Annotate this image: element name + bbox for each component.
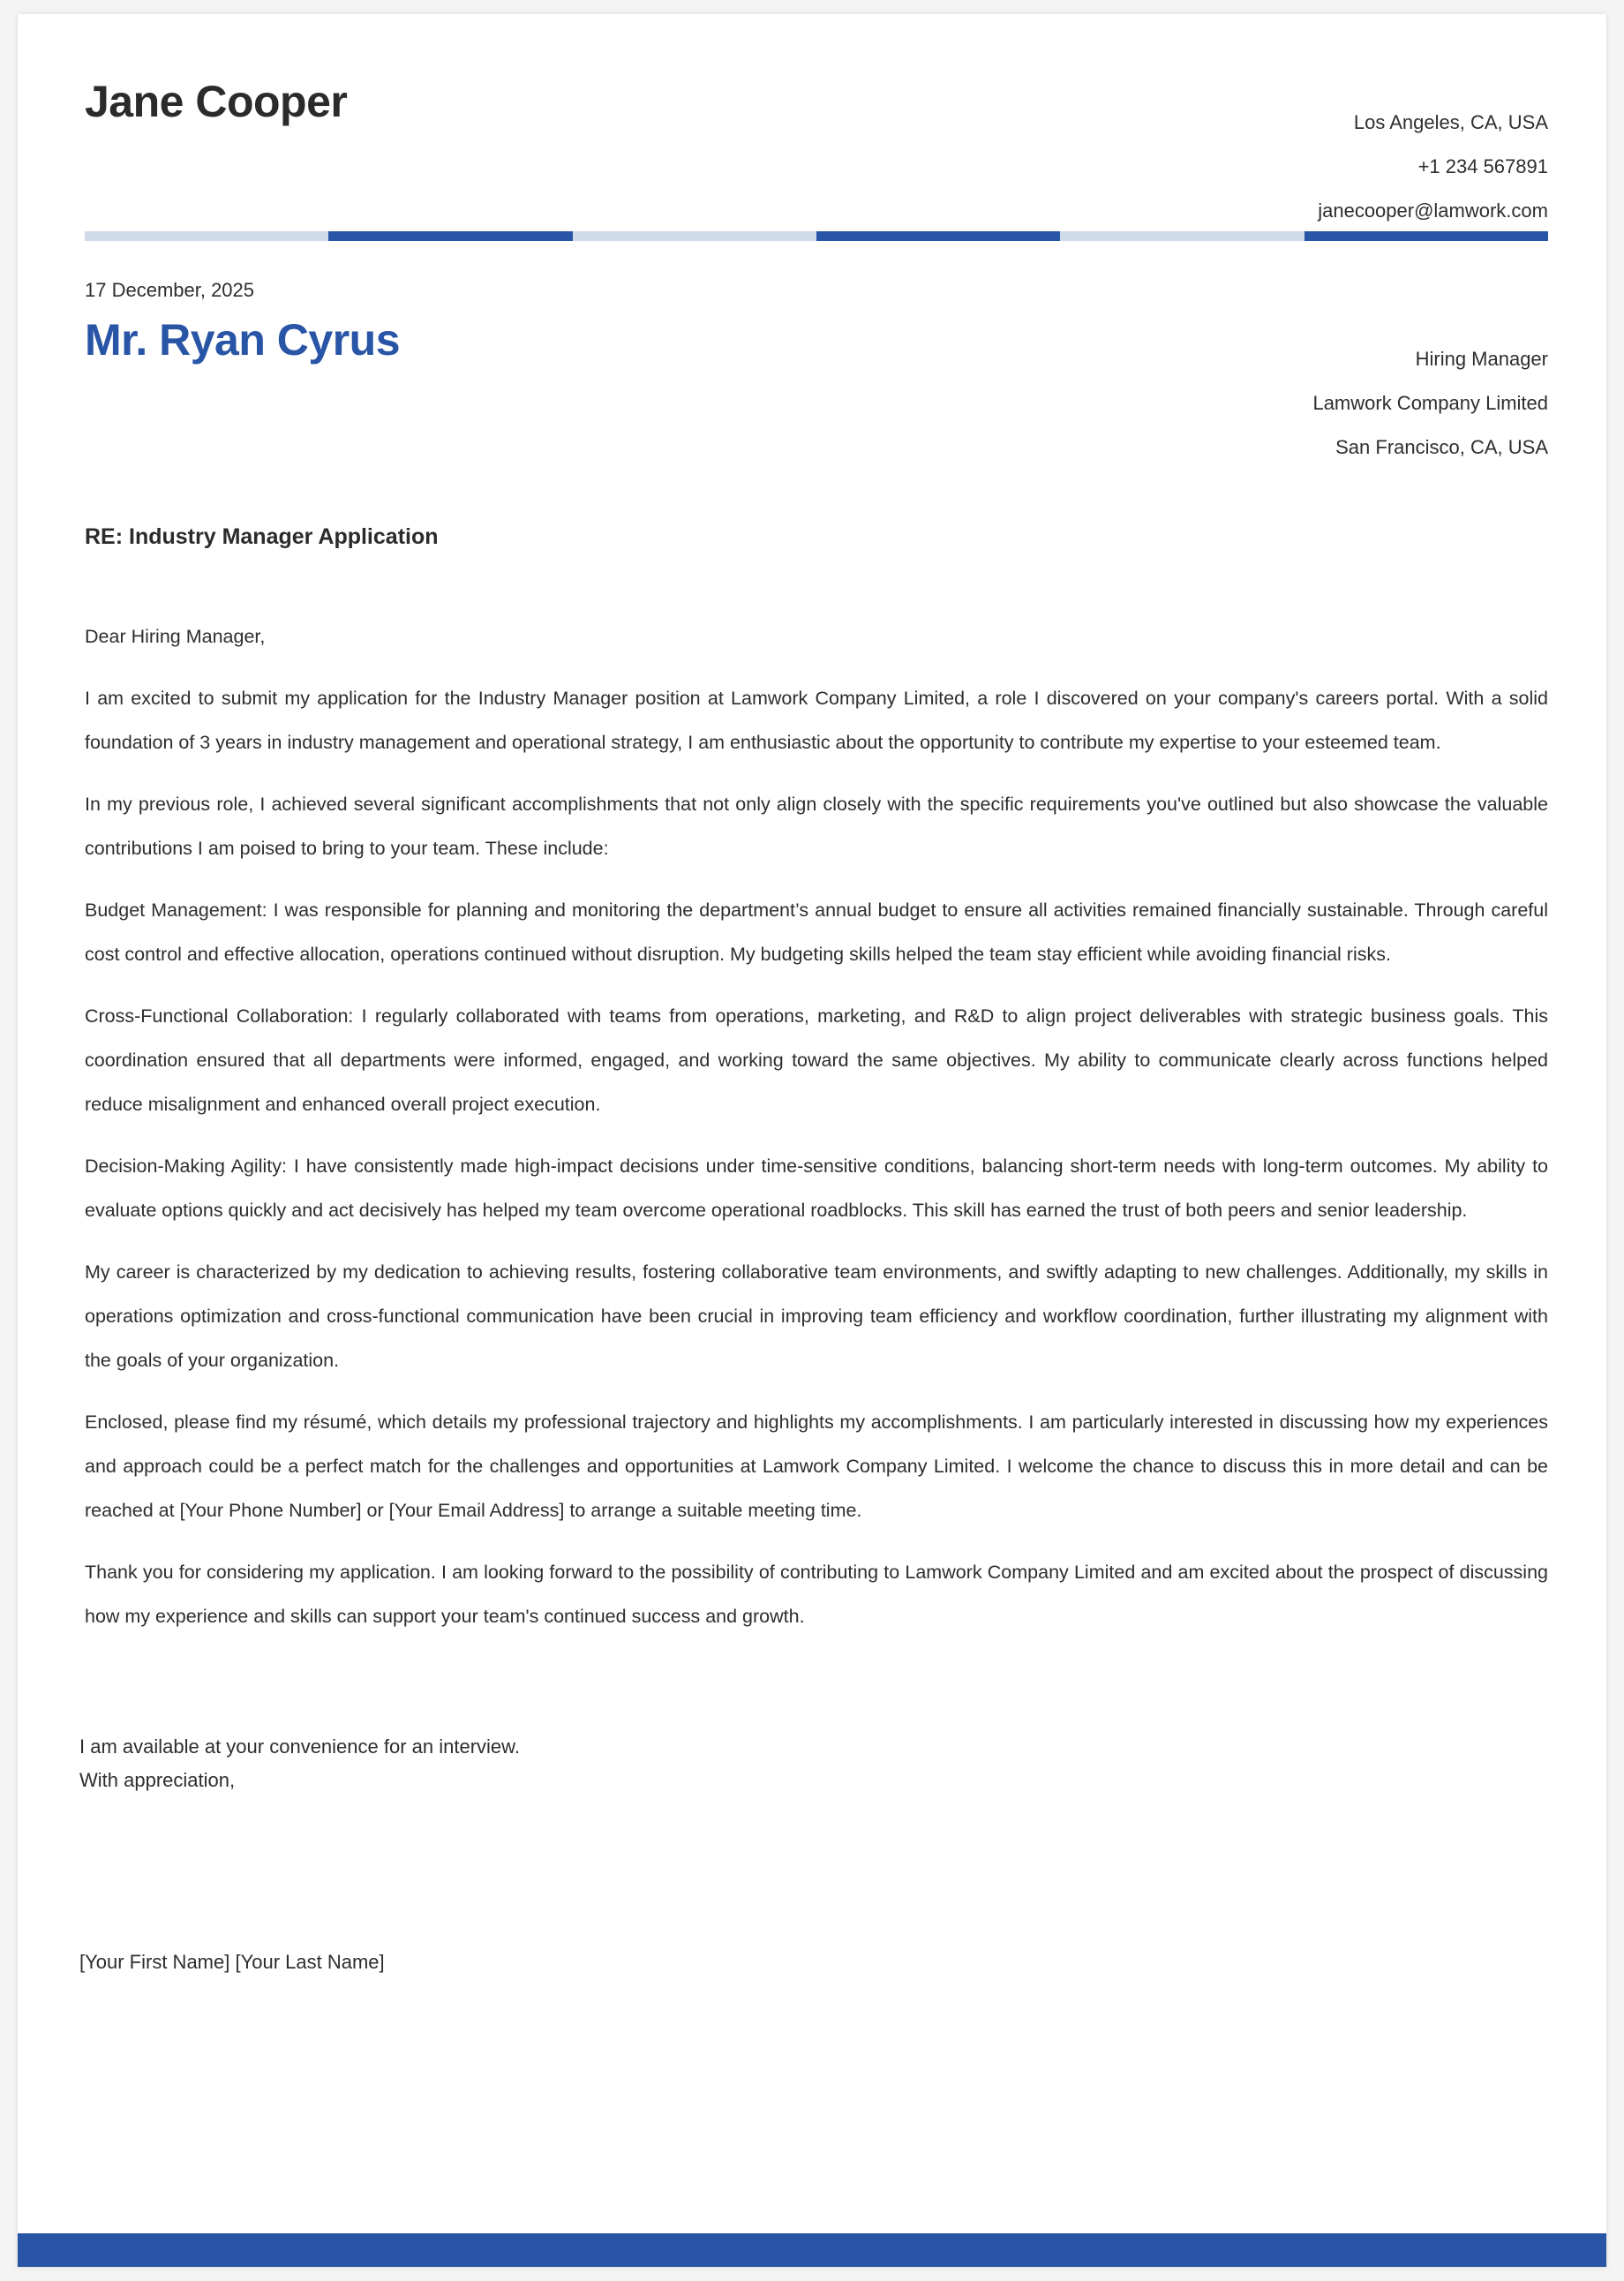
footer-bar: [18, 2233, 1606, 2267]
stripe-segment: [328, 231, 572, 241]
stripe-segment: [1304, 231, 1548, 241]
recipient-location: San Francisco, CA, USA: [1335, 436, 1548, 458]
letter-body: [85, 614, 1548, 1656]
availability-line: I am available at your convenience for an interview.: [79, 1735, 520, 1758]
body-paragraph: Budget Management: I was responsible for planning and monitoring the department’s annual budget to ensure all activities remained financially sustainable. Through careful cost control and effective allocation, operations continued without disruption. My budgeting skills helped the team stay efficient while avoiding financial risks.: [85, 900, 1548, 965]
body-paragraph: Cross-Functional Collaboration: I regularly collaborated with teams from operations, marketing, and R&D to align project deliverables with strategic business goals. This coordination ensured that all departments were informed, engaged, and working toward the same objectives. My ability to communicate clearly across functions helped reduce misalignment and enhanced overall project execution.: [85, 1005, 1548, 1115]
closing-block: [79, 1730, 520, 1797]
body-paragraph: My career is characterized by my dedication to achieving results, fostering collaborative team environments, and swiftly adapting to new challenges. Additionally, my skills in operations optimization and cross-functional communication have been crucial in improving team efficiency and workflow coordination, further illustrating my alignment with the goals of your organization.: [85, 1261, 1548, 1371]
sender-name: Jane Cooper: [85, 77, 348, 126]
header-divider-stripe: [85, 231, 1548, 241]
recipient-company: Lamwork Company Limited: [1312, 392, 1548, 414]
recipient-details: [1312, 337, 1548, 470]
subject-line: RE: Industry Manager Application: [85, 524, 439, 549]
stripe-segment: [85, 231, 328, 241]
signoff-line: With appreciation,: [79, 1769, 236, 1791]
body-paragraph: Enclosed, please find my résumé, which details my professional trajectory and highlights my accomplishments. I am particularly interested in discussing how my experiences and approach could be a perfect match for the challenges and opportunities at Lamwork Company Limited. I welcome the chance to discuss this in more detail and can be reached at [Your Phone Number] or [Your Email Address] to arrange a suitable meeting time.: [85, 1412, 1548, 1521]
recipient-title: Hiring Manager: [1415, 348, 1548, 370]
recipient-name: Mr. Ryan Cyrus: [85, 315, 401, 365]
body-paragraph: In my previous role, I achieved several significant accomplishments that not only align closely with the specific requirements you've outlined but also showcase the valuable contributions I am poised to bring to your team. These include:: [85, 794, 1548, 859]
sender-email: janecooper@lamwork.com: [1318, 199, 1548, 222]
sender-location: Los Angeles, CA, USA: [1353, 111, 1548, 133]
salutation: Dear Hiring Manager,: [85, 626, 266, 647]
stripe-segment: [816, 231, 1060, 241]
letter-date: 17 December, 2025: [85, 279, 255, 301]
body-paragraph: Thank you for considering my application. I am looking forward to the possibility of contributing to Lamwork Company Limited and am excited about the prospect of discussing how my experience and skills can support your team's continued success and growth.: [85, 1562, 1548, 1627]
sender-phone: +1 234 567891: [1417, 155, 1548, 177]
body-paragraph: Decision-Making Agility: I have consistently made high-impact decisions under time-sensitive conditions, balancing short-term needs with long-term outcomes. My ability to evaluate options quickly and act decisively has helped my team overcome operational roadblocks. This skill has earned the trust of both peers and senior leadership.: [85, 1156, 1548, 1221]
signature-name: [Your First Name] [Your Last Name]: [79, 1951, 385, 1973]
stripe-segment: [1060, 231, 1304, 241]
stripe-segment: [573, 231, 816, 241]
body-paragraph: I am excited to submit my application for the Industry Manager position at Lamwork Company Limited, a role I discovered on your company's careers portal. With a solid foundation of 3 years in industry management and operational strategy, I am enthusiastic about the opportunity to contribute my expertise to your esteemed team.: [85, 688, 1548, 753]
sender-contact: [1318, 101, 1548, 233]
letter-page: [18, 14, 1606, 2267]
